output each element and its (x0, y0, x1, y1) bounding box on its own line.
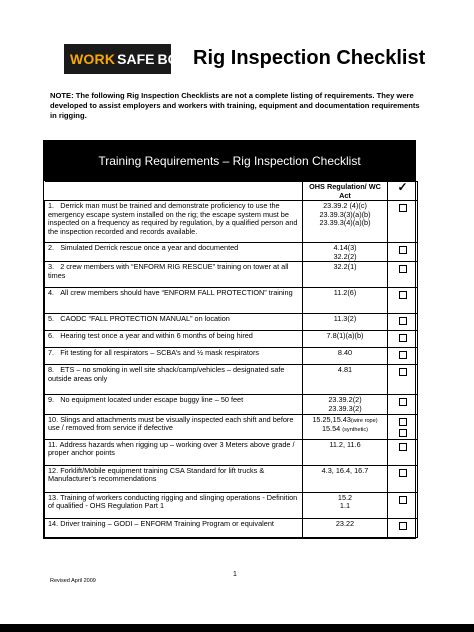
row-number: 7. (48, 348, 55, 358)
row-number: 12. (48, 465, 59, 475)
row-text: Slings and attachments must be visually inspected each shift and before use / removed from service if defective (48, 414, 294, 433)
table-row (45, 365, 418, 395)
row-number: 4. (48, 288, 55, 298)
reg-ref: 8.40 (337, 348, 353, 358)
table-row (45, 348, 418, 365)
row-description (45, 331, 303, 348)
row-check-cell (388, 439, 418, 465)
checkbox[interactable] (399, 204, 407, 212)
row-check-cell (388, 395, 418, 414)
column-header-row (45, 182, 418, 201)
row-check-cell (388, 262, 418, 288)
reg-ref: 32.2(2) (333, 251, 357, 261)
page-title: Rig Inspection Checklist (193, 47, 426, 69)
reg-ref: 7.8(1)(a)(b) (326, 331, 364, 341)
reg-ref: 23.39.2(2) (328, 395, 362, 405)
checkbox[interactable] (399, 246, 407, 254)
row-description (45, 492, 303, 518)
row-number: 6. (48, 331, 55, 341)
checkbox[interactable] (399, 317, 407, 325)
row-text: Hearing test once a year and within 6 months of being hired (60, 331, 253, 341)
row-description (45, 262, 303, 288)
row-number: 2. (48, 243, 55, 253)
reg-ref: 4.3, 16.4, 16.7 (321, 465, 369, 475)
row-regulation (303, 314, 388, 331)
reg-ref: 4.14(3) (333, 243, 357, 253)
checklist-table (43, 140, 416, 539)
reg-ref (303, 416, 387, 426)
row-text: Address hazards when rigging up – working over 3 Meters above grade / proper anchor points (48, 439, 295, 458)
row-description (45, 518, 303, 537)
row-number: 10. (48, 414, 59, 424)
row-text: Forklift/Mobile equipment training CSA Standard for lift trucks & Manufacturer’s recommendations (48, 465, 265, 484)
note-paragraph: NOTE: The following Rig Inspection Checklists are not a complete listing of requirements. They were developed to assist employers and workers with training, equipment and documentation requirements in rigging. (50, 91, 420, 120)
row-regulation (303, 262, 388, 288)
row-description (45, 439, 303, 465)
table-row (45, 492, 418, 518)
row-check-cell (388, 288, 418, 314)
reg-ref: 1.1 (339, 501, 351, 511)
reg-ref: 11.3(2) (333, 314, 357, 324)
reg-ref: 23.39.3(3)(a)(b) (319, 209, 371, 219)
row-text: Fit testing for all respirators – SCBA’s and ½ mask respirators (60, 348, 260, 358)
row-check-cell (388, 243, 418, 262)
table-row (45, 262, 418, 288)
checkbox[interactable] (399, 443, 407, 451)
revision-date: Revised April 2009 (50, 578, 96, 584)
table-row (45, 465, 418, 492)
row-description (45, 314, 303, 331)
row-regulation (303, 243, 388, 262)
page-number: 1 (233, 571, 237, 578)
row-number: 14. (48, 518, 59, 528)
row-text: CAODC “FALL PROTECTION MANUAL” on location (60, 314, 230, 324)
row-number: 9. (48, 395, 55, 405)
row-check-cell (388, 314, 418, 331)
row-text: Simulated Derrick rescue once a year and documented (60, 243, 239, 253)
table-row (45, 331, 418, 348)
reg-ref: 15.2 (337, 492, 353, 502)
row-check-cell (388, 365, 418, 395)
reg-ref-value: 15.25,15.43 (312, 414, 351, 424)
row-regulation (303, 348, 388, 365)
logo-bc-text: BC (157, 51, 178, 67)
row-text: Derrick man must be trained and demonstrate proficiency to use the emergency escape system installed on the rig; the escape system must be inspected on a frequency as required by regulation, by a qualified person and the inspection recorded and records available. (48, 201, 298, 236)
row-regulation (303, 414, 388, 439)
row-check-cell (388, 492, 418, 518)
check-header (388, 182, 418, 201)
checkbox[interactable] (399, 418, 407, 426)
row-text: Training of workers conducting rigging and slinging operations - Definition of qualified - OHS Regulation Part 1 (48, 492, 298, 511)
checkbox[interactable] (399, 398, 407, 406)
reg-ref: 11.2, 11.6 (329, 439, 361, 449)
checkbox[interactable] (399, 522, 407, 530)
reg-ref: 23.39.3(2) (328, 403, 362, 413)
row-number: 5. (48, 314, 55, 324)
row-regulation (303, 365, 388, 395)
row-regulation (303, 331, 388, 348)
row-regulation (303, 518, 388, 537)
worksafebc-logo (64, 44, 178, 74)
checkbox[interactable] (399, 265, 407, 273)
checkbox[interactable] (399, 334, 407, 342)
row-regulation (303, 439, 388, 465)
row-text: No equipment located under escape buggy line – 50 feet (60, 395, 244, 405)
row-regulation (303, 288, 388, 314)
row-description (45, 201, 303, 243)
table-row (45, 243, 418, 262)
checkbox[interactable] (399, 496, 407, 504)
checkbox[interactable] (399, 429, 407, 437)
reg-ref: 32.2(1) (333, 262, 357, 272)
checkbox[interactable] (399, 368, 407, 376)
table-heading: Training Requirements – Rig Inspection Checklist (44, 141, 415, 181)
reg-ref-value: 15.54 (321, 424, 341, 434)
row-number: 13. (48, 492, 59, 502)
logo-safe-text: SAFE (117, 51, 155, 67)
row-check-cell (388, 331, 418, 348)
table-row (45, 288, 418, 314)
row-check-cell (388, 201, 418, 243)
row-description (45, 414, 303, 439)
table-row (45, 518, 418, 537)
reg-ref: 23.39.2 (4)(c) (323, 201, 367, 211)
logo-work-text: WORK (70, 51, 116, 67)
row-description (45, 243, 303, 262)
table-row (45, 314, 418, 331)
reg-ref-note: (synthetic) (342, 427, 369, 434)
row-regulation (303, 465, 388, 492)
checkbox[interactable] (399, 291, 407, 299)
row-text: Driver training – GODI – ENFORM Training Program or equivalent (60, 518, 274, 528)
row-check-cell (388, 414, 418, 439)
table-row (45, 414, 418, 439)
row-number: 11. (48, 439, 58, 449)
row-number: 8. (48, 365, 55, 375)
row-text: ETS – no smoking in well site shack/camp/vehicles – designated safe outside areas only (48, 365, 285, 383)
row-check-cell (388, 348, 418, 365)
row-text: All crew members should have “ENFORM FALL PROTECTION” training (60, 288, 293, 298)
reg-ref: 4.81 (337, 365, 353, 375)
checkbox[interactable] (399, 469, 407, 477)
row-number: 3. (48, 262, 55, 272)
reg-ref: 23.39.3(4)(a)(b) (319, 218, 371, 228)
row-check-cell (388, 518, 418, 537)
row-description (45, 395, 303, 414)
row-number: 1. (48, 201, 55, 211)
reg-ref-note: (wire rope) (350, 417, 378, 424)
checkmark-icon: ✓ (397, 180, 408, 194)
row-description (45, 465, 303, 492)
table-row (45, 439, 418, 465)
row-check-cell (388, 465, 418, 492)
reg-header: OHS Regulation/ WC Act (303, 182, 388, 201)
table-row (45, 201, 418, 243)
row-description (45, 348, 303, 365)
row-text: 2 crew members with “ENFORM RIG RESCUE” training on tower at all times (48, 262, 289, 280)
row-description (45, 288, 303, 314)
row-regulation (303, 492, 388, 518)
table-row (45, 395, 418, 414)
bottom-bar (0, 624, 474, 632)
desc-header (45, 182, 303, 201)
row-description (45, 365, 303, 395)
checklist-grid (44, 181, 418, 538)
reg-ref: 11.2(6) (333, 288, 357, 298)
row-regulation (303, 395, 388, 414)
reg-ref: 23.22 (335, 518, 355, 528)
row-regulation (303, 201, 388, 243)
reg-ref (303, 425, 387, 435)
checkbox[interactable] (399, 351, 407, 359)
